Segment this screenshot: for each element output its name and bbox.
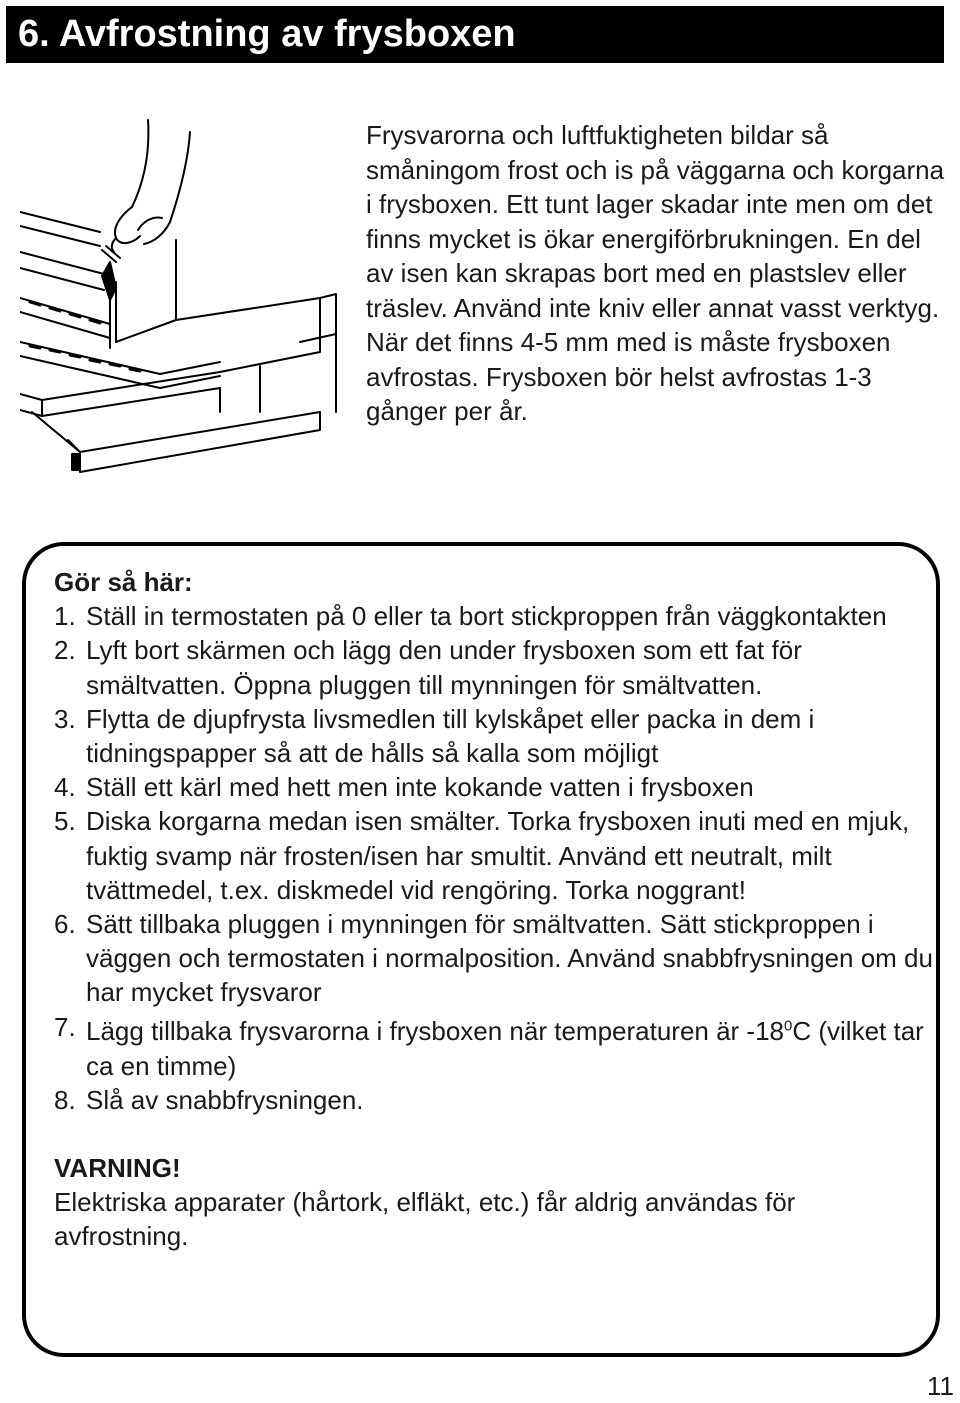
step-text: Ställ in termostaten på 0 eller ta bort stickproppen från väggkontakten [86, 601, 887, 632]
step-number: 3. [54, 703, 76, 734]
step-text: Slå av snabbfrysningen. [86, 1084, 364, 1115]
step-number: 2. [54, 635, 76, 666]
step-5 [54, 804, 934, 907]
instructions-title: Gör så här: [54, 567, 193, 597]
step-text: Flytta de djupfrysta livsmedlen till kylskåpet eller packa in dem i tidningspapper så att de hålls så kalla som möjligt [86, 703, 815, 769]
scraping-illustration [20, 112, 340, 484]
step-text-after: C (vilket tar ca en timme) [86, 1016, 924, 1081]
step-2 [54, 633, 934, 701]
instructions-content [54, 565, 934, 1254]
step-number: 7. [54, 1011, 76, 1042]
step-number: 4. [54, 772, 76, 803]
instructions-steps [54, 599, 934, 1117]
step-text: Ställ ett kärl med hett men inte kokande vatten i frysboxen [86, 772, 754, 803]
step-1 [54, 599, 934, 633]
step-text: Lyft bort skärmen och lägg den under frysboxen som ett fat för smältvatten. Öppna pluggen till mynningen för smältvatten. [86, 635, 802, 700]
step-3 [54, 702, 934, 770]
step-number: 1. [54, 601, 76, 632]
degree-superscript: 0 [784, 1017, 793, 1035]
page-title: 6. Avfrostning av frysboxen [6, 6, 944, 63]
step-text [86, 1016, 924, 1080]
step-text: Diska korgarna medan isen smälter. Torka frysboxen inuti med en mjuk, fuktig svamp när frosten/isen har smultit. Använd ett neutralt, milt tvättmedel, t.ex. diskmedel vid rengöring. Torka noggrant! [86, 806, 910, 905]
step-text: Sätt tillbaka pluggen i mynningen för smältvatten. Sätt stickproppen i väggen och termostaten i normalposition. Använd snabbfrysningen om du har mycket frysvaror [86, 909, 933, 1008]
step-number: 6. [54, 909, 76, 940]
step-6 [54, 907, 934, 1010]
warning-title: VARNING! [54, 1152, 181, 1183]
step-number: 5. [54, 806, 76, 837]
page-number: 11 [927, 1371, 954, 1401]
step-8 [54, 1083, 934, 1117]
step-text-before: Lägg tillbaka frysvarorna i frysboxen när temperaturen är -18 [86, 1016, 785, 1047]
intro-text-block [366, 118, 946, 429]
warning-text: Elektriska apparater (hårtork, elfläkt, etc.) får aldrig användas för avfrostning. [54, 1187, 796, 1252]
intro-paragraph: Frysvarorna och luftfuktigheten bildar så småningom frost och is på väggarna och korgarna i frysboxen. Ett tunt lager skadar inte men om det finns mycket is ökar energiförbrukningen. En del av isen kan skrapas bort med en plastslev eller träslev. Använd inte kniv eller annat vasst verktyg. När det finns 4-5 mm med is måste frysboxen avfrostas. Frysboxen bör helst avfrostas 1-3 gånger per år. [366, 120, 945, 426]
step-number: 8. [54, 1084, 76, 1115]
warning-block [54, 1151, 934, 1254]
step-4 [54, 770, 934, 804]
step-7 [54, 1010, 934, 1083]
